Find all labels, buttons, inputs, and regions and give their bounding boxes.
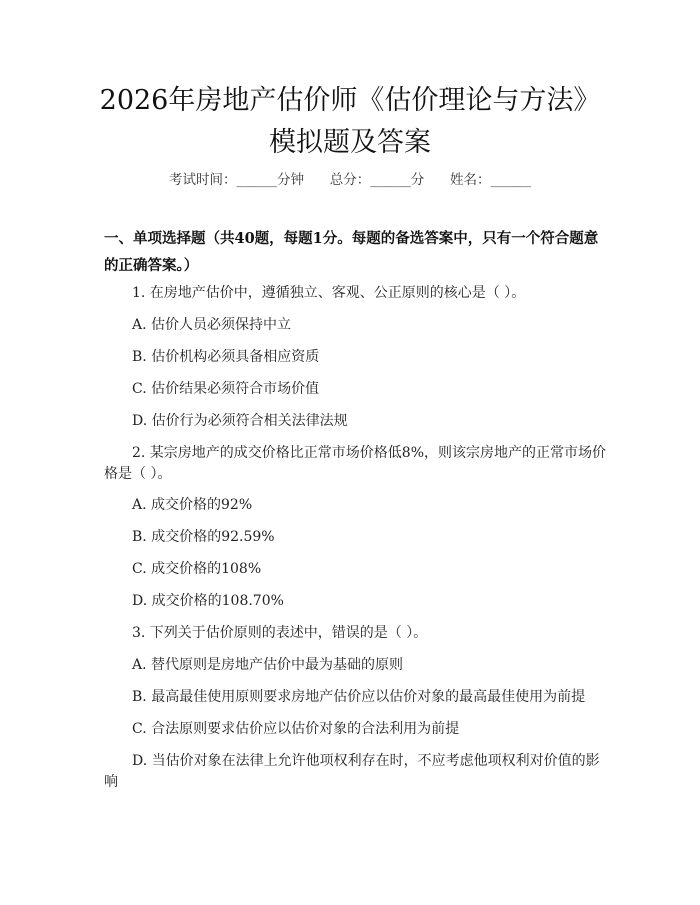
- document-title: 2026年房地产估价师《估价理论与方法》模拟题及答案: [99, 85, 601, 158]
- question-1-option-c: C. 估价结果必须符合市场价值: [132, 381, 320, 397]
- time-label: 考试时间：: [169, 172, 237, 188]
- name-blank: ______: [490, 172, 531, 188]
- question-2-option-c: C. 成交价格的108%: [132, 561, 262, 577]
- question-3-option-c: C. 合法原则要求估价应以估价对象的合法利用为前提: [132, 721, 460, 737]
- question-3-option-d: D. 当估价对象在法律上允许他项权利存在时，不应考虑他项权利对价值的影: [132, 753, 600, 769]
- question-1-option-b: B. 估价机构必须具备相应资质: [132, 349, 320, 365]
- question-3-text: 3. 下列关于估价原则的表述中，错误的是（ ）。: [132, 625, 428, 641]
- exam-meta: [0, 168, 700, 188]
- question-2-option-b: B. 成交价格的92.59%: [132, 529, 275, 545]
- question-3-option-b: B. 最高最佳使用原则要求房地产估价应以估价对象的最高最佳使用为前提: [132, 689, 586, 705]
- question-2-option-d: D. 成交价格的108.70%: [132, 593, 284, 609]
- score-label: 总分：: [329, 172, 371, 188]
- question-1-option-d: D. 估价行为必须符合相关法律法规: [132, 413, 348, 429]
- question-2-text: 2. 某宗房地产的成交价格比正常市场价格低8%，则该宗房地产的正常市场价: [132, 445, 607, 461]
- name-label: 姓名：: [450, 172, 491, 188]
- question-1-option-a: A. 估价人员必须保持中立: [132, 317, 292, 333]
- time-blank: ______分钟: [236, 172, 304, 188]
- question-2-text-continued: 格是（ ）。: [104, 466, 172, 482]
- question-3-option-a: A. 替代原则是房地产估价中最为基础的原则: [132, 657, 404, 673]
- question-2-option-a: A. 成交价格的92%: [132, 497, 253, 513]
- question-1-text: 1. 在房地产估价中，遵循独立、客观、公正原则的核心是（ ）。: [132, 285, 526, 301]
- section-heading: 一、单项选择题（共40题，每题1分。每题的备选答案中，只有一个符合题意的正确答案。）: [104, 230, 599, 274]
- score-blank: ______分: [370, 172, 425, 188]
- question-3-option-d-continued: 响: [104, 774, 118, 790]
